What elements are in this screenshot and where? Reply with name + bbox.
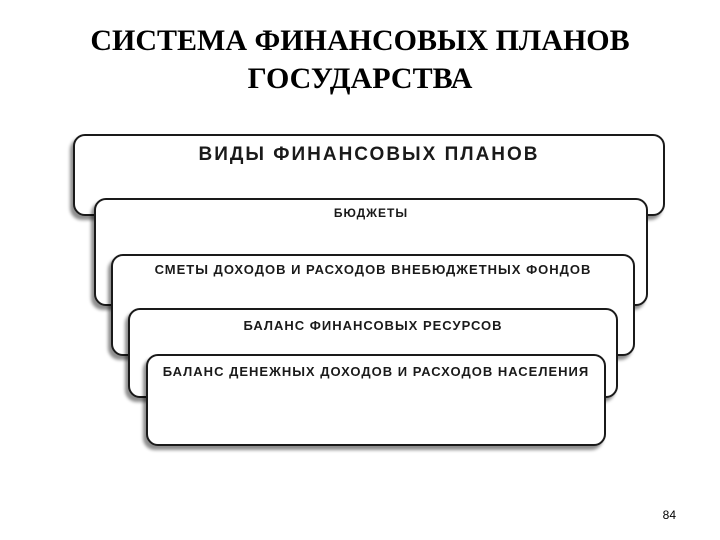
plan-box-label: ВИДЫ ФИНАНСОВЫХ ПЛАНОВ: [198, 144, 540, 165]
page-number: 84: [662, 508, 676, 522]
slide-title-line-2: ГОСУДАРСТВА: [247, 62, 473, 95]
plan-box-label: БАЛАНС ДЕНЕЖНЫХ ДОХОДОВ И РАСХОДОВ НАСЕЛЕНИЯ: [162, 364, 590, 379]
plan-box-label: СМЕТЫ ДОХОДОВ И РАСХОДОВ ВНЕБЮДЖЕТНЫХ ФОНДОВ: [154, 262, 592, 277]
slide-title-line-1: СИСТЕМА ФИНАНСОВЫХ ПЛАНОВ: [90, 24, 630, 57]
plan-box-population-income-balance: [146, 354, 606, 446]
plan-box-label: БЮДЖЕТЫ: [333, 206, 409, 220]
slide-title: [0, 22, 720, 98]
plan-box-label: БАЛАНС ФИНАНСОВЫХ РЕСУРСОВ: [243, 318, 503, 333]
